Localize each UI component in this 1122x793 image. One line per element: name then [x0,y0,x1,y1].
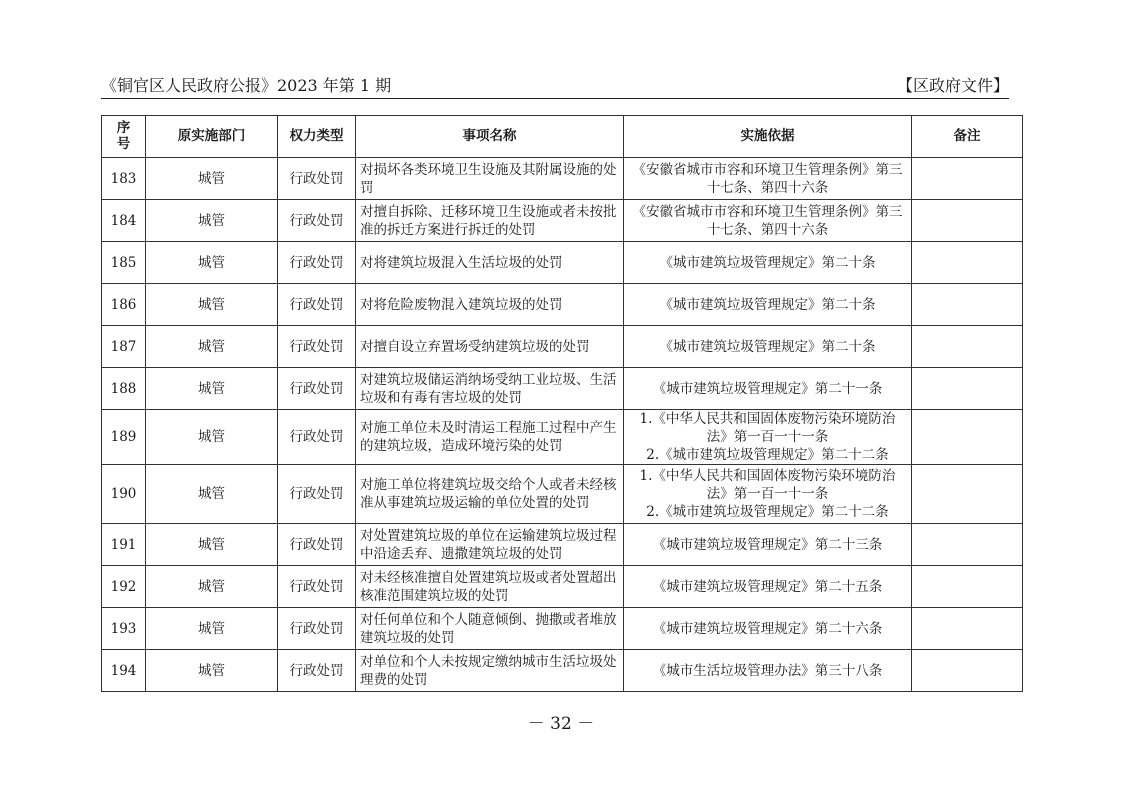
col-header-type: 权力类型 [278,116,356,158]
cell-basis: 《安徽省城市市容和环境卫生管理条例》第三十七条、第四十六条 [624,200,912,242]
col-header-dept: 原实施部门 [146,116,278,158]
basis-line: 1.《中华人民共和国固体废物污染环境防治 [639,411,896,427]
table-row [102,465,1023,524]
table-row [102,524,1023,566]
cell-dept: 城管 [146,410,278,465]
cell-basis [624,465,912,524]
cell-item: 对单位和个人未按规定缴纳城市生活垃圾处理费的处罚 [356,650,624,692]
basis-line: 法》第一百一十一条 [706,429,829,445]
table-row [102,326,1023,368]
cell-type: 行政处罚 [278,200,356,242]
cell-seq: 190 [102,465,146,524]
cell-dept: 城管 [146,566,278,608]
cell-basis: 《城市建筑垃圾管理规定》第二十三条 [624,524,912,566]
cell-item: 对将危险废物混入建筑垃圾的处罚 [356,284,624,326]
cell-dept: 城管 [146,326,278,368]
cell-note [912,608,1023,650]
table-row [102,368,1023,410]
cell-seq: 186 [102,284,146,326]
cell-type: 行政处罚 [278,284,356,326]
gazette-title: 《铜官区人民政府公报》2023 年第 1 期 [101,76,392,95]
table-row [102,410,1023,465]
cell-item: 对未经核准擅自处置建筑垃圾或者处置超出核准范围建筑垃圾的处罚 [356,566,624,608]
powers-table [101,115,1023,692]
col-header-seq: 序号 [102,116,146,158]
cell-note [912,524,1023,566]
cell-note [912,410,1023,465]
cell-basis: 《安徽省城市市容和环境卫生管理条例》第三十七条、第四十六条 [624,158,912,200]
cell-basis: 《城市生活垃圾管理办法》第三十八条 [624,650,912,692]
cell-note [912,566,1023,608]
col-header-basis: 实施依据 [624,116,912,158]
basis-line: 1.《中华人民共和国固体废物污染环境防治 [639,468,896,484]
cell-type: 行政处罚 [278,608,356,650]
cell-note [912,368,1023,410]
table-row [102,650,1023,692]
cell-seq: 183 [102,158,146,200]
cell-dept: 城管 [146,524,278,566]
cell-item: 对擅自拆除、迁移环境卫生设施或者未按批准的拆迁方案进行拆迁的处罚 [356,200,624,242]
cell-seq: 188 [102,368,146,410]
cell-seq: 192 [102,566,146,608]
cell-seq: 193 [102,608,146,650]
table-row [102,158,1023,200]
cell-basis: 《城市建筑垃圾管理规定》第二十六条 [624,608,912,650]
cell-dept: 城管 [146,465,278,524]
cell-type: 行政处罚 [278,465,356,524]
cell-item: 对任何单位和个人随意倾倒、抛撒或者堆放建筑垃圾的处罚 [356,608,624,650]
cell-dept: 城管 [146,368,278,410]
table-body [102,158,1023,692]
cell-item: 对损坏各类环境卫生设施及其附属设施的处罚 [356,158,624,200]
table-header-row [102,116,1023,158]
cell-item: 对施工单位未及时清运工程施工过程中产生的建筑垃圾，造成环境污染的处罚 [356,410,624,465]
cell-seq: 191 [102,524,146,566]
cell-dept: 城管 [146,158,278,200]
header-rule [101,98,1009,99]
cell-dept: 城管 [146,284,278,326]
cell-item: 对建筑垃圾储运消纳场受纳工业垃圾、生活垃圾和有毒有害垃圾的处罚 [356,368,624,410]
cell-item: 对处置建筑垃圾的单位在运输建筑垃圾过程中沿途丢弃、遗撒建筑垃圾的处罚 [356,524,624,566]
cell-note [912,242,1023,284]
table-row [102,566,1023,608]
cell-dept: 城管 [146,242,278,284]
cell-seq: 194 [102,650,146,692]
cell-type: 行政处罚 [278,524,356,566]
cell-seq: 184 [102,200,146,242]
cell-basis: 《城市建筑垃圾管理规定》第二十条 [624,326,912,368]
table-row [102,608,1023,650]
cell-type: 行政处罚 [278,242,356,284]
basis-line: 法》第一百一十一条 [706,486,829,502]
table-row [102,242,1023,284]
cell-seq: 185 [102,242,146,284]
table-row [102,284,1023,326]
cell-type: 行政处罚 [278,650,356,692]
basis-line: 2.《城市建筑垃圾管理规定》第二十二条 [646,504,889,520]
cell-item: 对将建筑垃圾混入生活垃圾的处罚 [356,242,624,284]
cell-basis: 《城市建筑垃圾管理规定》第二十一条 [624,368,912,410]
cell-item: 对施工单位将建筑垃圾交给个人或者未经核准从事建筑垃圾运输的单位处置的处罚 [356,465,624,524]
cell-type: 行政处罚 [278,368,356,410]
cell-seq: 187 [102,326,146,368]
cell-basis: 《城市建筑垃圾管理规定》第二十条 [624,242,912,284]
cell-basis [624,410,912,465]
cell-note [912,326,1023,368]
cell-note [912,284,1023,326]
cell-basis: 《城市建筑垃圾管理规定》第二十条 [624,284,912,326]
cell-dept: 城管 [146,200,278,242]
section-label: 【区政府文件】 [896,76,1009,95]
cell-type: 行政处罚 [278,158,356,200]
cell-note [912,158,1023,200]
cell-note [912,465,1023,524]
col-header-note: 备注 [912,116,1023,158]
cell-seq: 189 [102,410,146,465]
cell-type: 行政处罚 [278,410,356,465]
page-number: － 32 － [527,714,595,734]
col-header-item: 事项名称 [356,116,624,158]
cell-type: 行政处罚 [278,326,356,368]
cell-item: 对擅自设立弃置场受纳建筑垃圾的处罚 [356,326,624,368]
cell-type: 行政处罚 [278,566,356,608]
cell-basis: 《城市建筑垃圾管理规定》第二十五条 [624,566,912,608]
cell-dept: 城管 [146,608,278,650]
page-header [101,74,1009,98]
cell-note [912,650,1023,692]
cell-note [912,200,1023,242]
cell-dept: 城管 [146,650,278,692]
basis-line: 2.《城市建筑垃圾管理规定》第二十二条 [646,447,889,463]
table-row [102,200,1023,242]
